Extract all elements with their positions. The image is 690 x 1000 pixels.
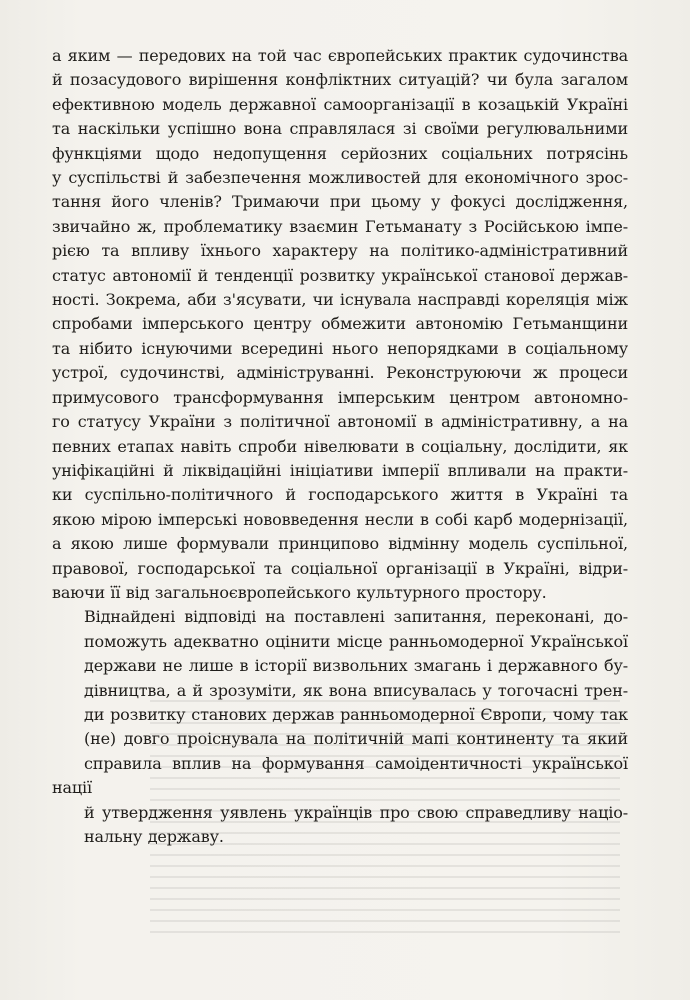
text-line: дівництва, а й зрозуміти, як вона вписувалась у тогочасні трен- xyxy=(84,680,628,700)
text-line: звичайно ж, проблематику взаємин Гетьманату з Російською імпе- xyxy=(52,216,628,236)
text-line: а яким — передових на той час європейських практик судочинства xyxy=(52,46,628,65)
text-line: певних етапах навіть спроби нівелювати в соціальну, дослідити, як xyxy=(52,436,628,456)
text-line: го статусу України з політичної автономії в адміністративну, а на xyxy=(52,412,628,432)
text-line: спробами імперського центру обмежити автономію Гетьманщини xyxy=(52,314,628,334)
text-line: ності. Зокрема, аби з'ясувати, чи існувала насправді кореляція між xyxy=(52,290,628,310)
text-line: а якою лише формували принципово відмінну модель суспільної, xyxy=(52,534,628,554)
text-line: держави не лише в історії визвольних змагань і державного бу- xyxy=(84,656,628,676)
text-line: та нібито існуючими всередині нього непорядками в соціальному xyxy=(52,338,628,358)
text-line: (не) довго проіснувала на політичній мапі континенту та який xyxy=(84,729,628,749)
text-line: у суспільстві й забезпечення можливостей для економічного зрос- xyxy=(52,168,628,188)
text-line: ваючи її від загальноєвропейського культурного простору. xyxy=(52,582,547,602)
text-line: справила вплив на формування самоідентичності української нації xyxy=(52,753,628,798)
text-line: правової, господарської та соціальної організації в Україні, відри- xyxy=(52,558,628,578)
text-line: устрої, судочинстві, адмініструванні. Реконструюючи ж процеси xyxy=(52,363,628,383)
text-line: нальну державу. xyxy=(84,827,224,846)
paragraph-1 xyxy=(52,44,628,605)
text-line: примусового трансформування імперським центром автономно- xyxy=(52,387,628,407)
text-line: ди розвитку станових держав ранньомодерної Європи, чому так xyxy=(84,704,628,724)
text-line: якою мірою імперські нововведення несли в собі карб модернізації, xyxy=(52,509,628,529)
text-line: поможуть адекватно оцінити місце ранньомодерної Української xyxy=(84,631,628,651)
body-text xyxy=(52,44,628,849)
text-line: функціями щодо недопущення серйозних соціальних потрясінь xyxy=(52,143,628,163)
text-line: й утвердження уявлень українців про свою справедливу націо- xyxy=(84,802,628,822)
text-line: тання його членів? Тримаючи при цьому у фокусі дослідження, xyxy=(52,192,628,212)
text-line: рією та впливу їхнього характеру на політико-адміністративний xyxy=(52,241,628,261)
text-line: статус автономії й тенденції розвитку української станової держав- xyxy=(52,265,628,285)
text-line: та наскільки успішно вона справлялася зі своїми регулювальними xyxy=(52,119,628,139)
text-line: ки суспільно-політичного й господарського життя в Україні та xyxy=(52,485,628,505)
paragraph-2 xyxy=(52,605,628,849)
text-line: ефективною модель державної самоорганізації в козацькій Україні xyxy=(52,94,628,114)
text-line: уніфікаційні й ліквідаційні ініціативи імперії впливали на практи- xyxy=(52,460,628,480)
text-line: Віднайдені відповіді на поставлені запитання, переконані, до- xyxy=(84,607,628,627)
text-line: й позасудового вирішення конфліктних ситуацій? чи була загалом xyxy=(52,70,628,90)
